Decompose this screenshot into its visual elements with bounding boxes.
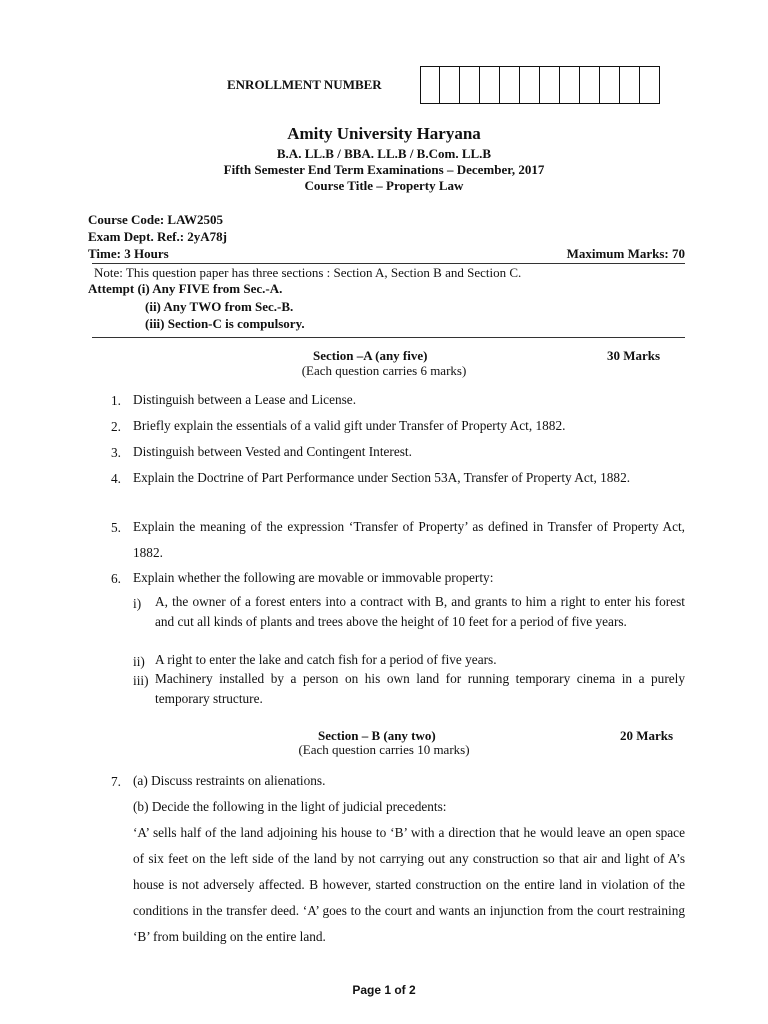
section-a-marks: 30 Marks <box>607 348 661 363</box>
question-number: 5. <box>111 520 121 535</box>
course-code: Course Code: LAW2505 <box>88 212 224 227</box>
enrollment-digit-box[interactable] <box>620 66 640 104</box>
question-text: Distinguish between Vested and Contingent Interest. <box>133 444 412 459</box>
enrollment-digit-box[interactable] <box>580 66 600 104</box>
page-number: Page 1 of 2 <box>352 983 416 997</box>
subitem-text: A, the owner of a forest enters into a contract with B, and grants to him a right to enter his forest and cut all kinds of plants and trees above the height of 10 feet for a period of five years. <box>155 594 685 629</box>
section-b-title: Section – B (any two) <box>318 728 436 743</box>
exam-title: Fifth Semester End Term Examinations – December, 2017 <box>223 162 545 177</box>
enrollment-digit-box[interactable] <box>440 66 460 104</box>
university-name: Amity University Haryana <box>287 124 481 143</box>
attempt-line-3: (iii) Section-C is compulsory. <box>145 316 305 331</box>
enrollment-number-boxes[interactable] <box>420 66 660 104</box>
question-text: Briefly explain the essentials of a valid gift under Transfer of Property Act, 1882. <box>133 418 566 433</box>
attempt-line-1: Attempt (i) Any FIVE from Sec.-A. <box>88 281 283 296</box>
question-number: 7. <box>111 774 121 789</box>
question-text: Distinguish between a Lease and License. <box>133 392 357 407</box>
enrollment-digit-box[interactable] <box>540 66 560 104</box>
enrollment-digit-box[interactable] <box>480 66 500 104</box>
question-part-a: (a) Discuss restraints on alienations. <box>133 773 326 788</box>
question-number: 3. <box>111 445 121 460</box>
question-text: Explain the Doctrine of Part Performance under Section 53A, Transfer of Property Act, 1882. <box>133 470 631 485</box>
enrollment-digit-box[interactable] <box>520 66 540 104</box>
enrollment-digit-box[interactable] <box>420 66 440 104</box>
section-b-note: (Each question carries 10 marks) <box>298 742 470 757</box>
subitem-number: ii) <box>133 654 145 669</box>
subitem-number: iii) <box>133 673 149 688</box>
section-b-marks: 20 Marks <box>620 728 674 743</box>
subitem-text: A right to enter the lake and catch fish for a period of five years. <box>155 652 497 667</box>
enrollment-label: ENROLLMENT NUMBER <box>227 77 382 92</box>
enrollment-digit-box[interactable] <box>500 66 520 104</box>
question-number: 4. <box>111 471 121 486</box>
program-list: B.A. LL.B / BBA. LL.B / B.Com. LL.B <box>276 146 492 161</box>
question-text: Explain the meaning of the expression ‘Transfer of Property’ as defined in Transfer of Property Act, 1882. <box>133 519 685 560</box>
enrollment-digit-box[interactable] <box>460 66 480 104</box>
subitem-number: i) <box>133 596 142 611</box>
case-facts: ‘A’ sells half of the land adjoining his house to ‘B’ with a direction that he would leave an open space of six feet on the left side of the land by not carrying out any construction so that air and light of A’s house is not adversely affected. B however, started construction on the entire land in violation of the conditions in the transfer deed. ‘A’ goes to the court and wants an injunction from the court restraining ‘B’ from building on the entire land. <box>133 825 685 944</box>
maximum-marks: Maximum Marks: 70 <box>566 246 685 261</box>
enrollment-digit-box[interactable] <box>640 66 660 104</box>
section-a-title: Section –A (any five) <box>313 348 428 363</box>
question-number: 6. <box>111 571 121 586</box>
course-title: Course Title – Property Law <box>304 178 464 193</box>
enrollment-digit-box[interactable] <box>560 66 580 104</box>
divider <box>92 337 685 338</box>
section-a-note: (Each question carries 6 marks) <box>301 363 467 378</box>
enrollment-digit-box[interactable] <box>600 66 620 104</box>
exam-dept-ref: Exam Dept. Ref.: 2yA78j <box>88 229 228 244</box>
question-part-b: (b) Decide the following in the light of judicial precedents: <box>133 799 447 814</box>
instruction-note: Note: This question paper has three sections : Section A, Section B and Section C. <box>94 265 522 280</box>
subitem-text: Machinery installed by a person on his own land for running temporary cinema in a purely temporary structure. <box>155 671 685 706</box>
exam-time: Time: 3 Hours <box>88 246 169 261</box>
divider <box>92 263 685 264</box>
question-text: Explain whether the following are movable or immovable property: <box>133 570 494 585</box>
question-number: 1. <box>111 393 121 408</box>
attempt-line-2: (ii) Any TWO from Sec.-B. <box>145 299 294 314</box>
question-number: 2. <box>111 419 121 434</box>
